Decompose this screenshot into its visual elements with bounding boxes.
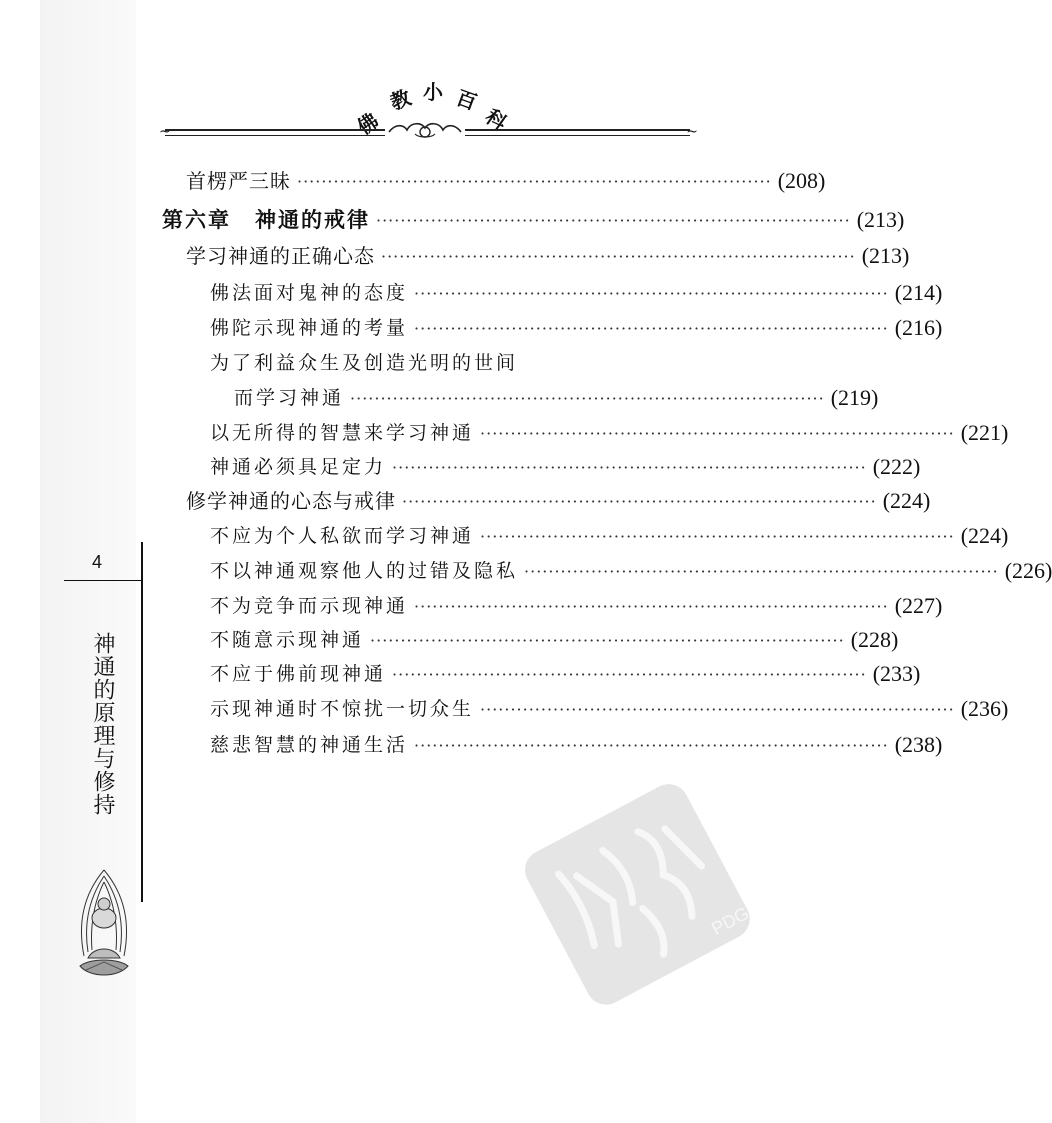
leader-dots: ·············································································· (392, 665, 867, 684)
leader-dots: ·············································································· (402, 492, 877, 511)
toc-entry-title: 而学习神通 (234, 387, 345, 409)
chapter-number: 第六章 (162, 207, 231, 232)
toc-entry[interactable] (210, 521, 1009, 551)
toc-entry[interactable] (186, 486, 931, 516)
toc-entry-title: 以无所得的智慧来学习神通 (210, 422, 475, 444)
toc-chapter[interactable] (162, 205, 905, 235)
toc-entry[interactable] (210, 591, 943, 621)
toc-entry-page: (224) (882, 488, 931, 513)
rule-curl-left-icon: ~ (159, 124, 171, 140)
toc-entry[interactable] (210, 418, 1009, 448)
toc-entry-title: 为了利益众生及创造光明的世间 (210, 352, 519, 374)
leader-dots: ·············································································· (480, 527, 955, 546)
toc-entry-page: (224) (960, 523, 1009, 548)
series-char-4: 百 (452, 85, 480, 115)
toc-entry-page: (228) (850, 627, 899, 652)
series-char-3: 小 (423, 80, 443, 104)
leader-dots: ·············································································· (376, 211, 851, 230)
toc-entry-page: (221) (960, 420, 1009, 445)
toc-entry-title: 不应于佛前现神通 (210, 663, 387, 685)
toc-entry-title: 首楞严三昧 (186, 169, 291, 193)
toc-entry-page: (226) (1004, 558, 1052, 583)
toc-entry-page: (213) (856, 207, 905, 232)
toc-entry[interactable] (210, 625, 899, 655)
leader-dots: ·············································································· (370, 631, 845, 650)
toc-entry-page: (213) (861, 243, 910, 268)
library-seal-watermark-icon (515, 770, 755, 1010)
side-divider-vertical (141, 542, 143, 902)
leader-dots: ·············································································· (480, 424, 955, 443)
leader-dots: ·············································································· (392, 458, 867, 477)
leader-dots: ·············································································· (414, 319, 889, 338)
leader-dots: ·············································································· (297, 172, 772, 191)
cloud-ornament-icon (385, 118, 465, 140)
toc-entry-title: 不以神通观察他人的过错及隐私 (210, 560, 519, 582)
toc-entry-title: 修学神通的心态与戒律 (186, 489, 396, 513)
leader-dots: ·············································································· (480, 700, 955, 719)
toc-entry-title: 佛法面对鬼神的态度 (210, 282, 409, 304)
leader-dots: ·············································································· (381, 247, 856, 266)
toc-entry-page: (236) (960, 696, 1009, 721)
leader-dots: ·············································································· (524, 562, 999, 581)
page-number: 4 (92, 552, 103, 572)
toc-entry[interactable] (210, 556, 1052, 586)
toc-entry[interactable] (210, 278, 943, 308)
toc-entry-page: (238) (894, 732, 943, 757)
seal-pdg-text: PDG (708, 902, 753, 939)
leader-dots: ·············································································· (414, 736, 889, 755)
side-divider-horizontal (64, 580, 142, 581)
running-book-title: 神通的原理与修持 (91, 632, 116, 816)
toc-entry-page: (233) (872, 661, 921, 686)
leader-dots: ·············································································· (414, 597, 889, 616)
toc-entry-page: (219) (830, 385, 879, 410)
rule-curl-right-icon: ~ (686, 124, 698, 140)
series-char-1: 佛 (352, 108, 383, 140)
toc-entry-page: (214) (894, 280, 943, 305)
toc-entry-title: 不为竞争而示现神通 (210, 595, 409, 617)
chapter-name: 神通的戒律 (255, 207, 370, 232)
series-char-2: 教 (387, 85, 415, 115)
toc-entry[interactable] (186, 241, 910, 271)
toc-entry-continuation[interactable] (234, 383, 879, 413)
toc-entry[interactable] (210, 730, 943, 760)
toc-entry[interactable] (210, 452, 921, 482)
toc-entry-title: 不随意示现神通 (210, 629, 365, 651)
series-char-5: 科 (481, 104, 512, 136)
toc-entry-title: 示现神通时不惊扰一切众生 (210, 698, 475, 720)
toc-entry-title: 学习神通的正确心态 (186, 244, 375, 268)
toc-chapter-title (162, 205, 370, 235)
toc-entry-title: 神通必须具足定力 (210, 456, 387, 478)
toc-entry[interactable] (186, 166, 826, 196)
toc-entry[interactable] (210, 348, 694, 378)
leader-dots: ·············································································· (414, 284, 889, 303)
toc-entry-page: (216) (894, 315, 943, 340)
toc-entry[interactable] (210, 659, 921, 689)
toc-entry-title: 慈悲智慧的神通生活 (210, 734, 409, 756)
leader-dots: ·············································································· (350, 389, 825, 408)
toc-entry-page: (208) (777, 168, 826, 193)
toc-entry-page: (222) (872, 454, 921, 479)
toc-entry[interactable] (210, 313, 943, 343)
toc-entry-title: 不应为个人私欲而学习神通 (210, 525, 475, 547)
toc-entry[interactable] (210, 694, 1009, 724)
buddha-lotus-icon (74, 866, 134, 986)
toc-entry-title: 佛陀示现神通的考量 (210, 317, 409, 339)
toc-entry-page: (227) (894, 593, 943, 618)
